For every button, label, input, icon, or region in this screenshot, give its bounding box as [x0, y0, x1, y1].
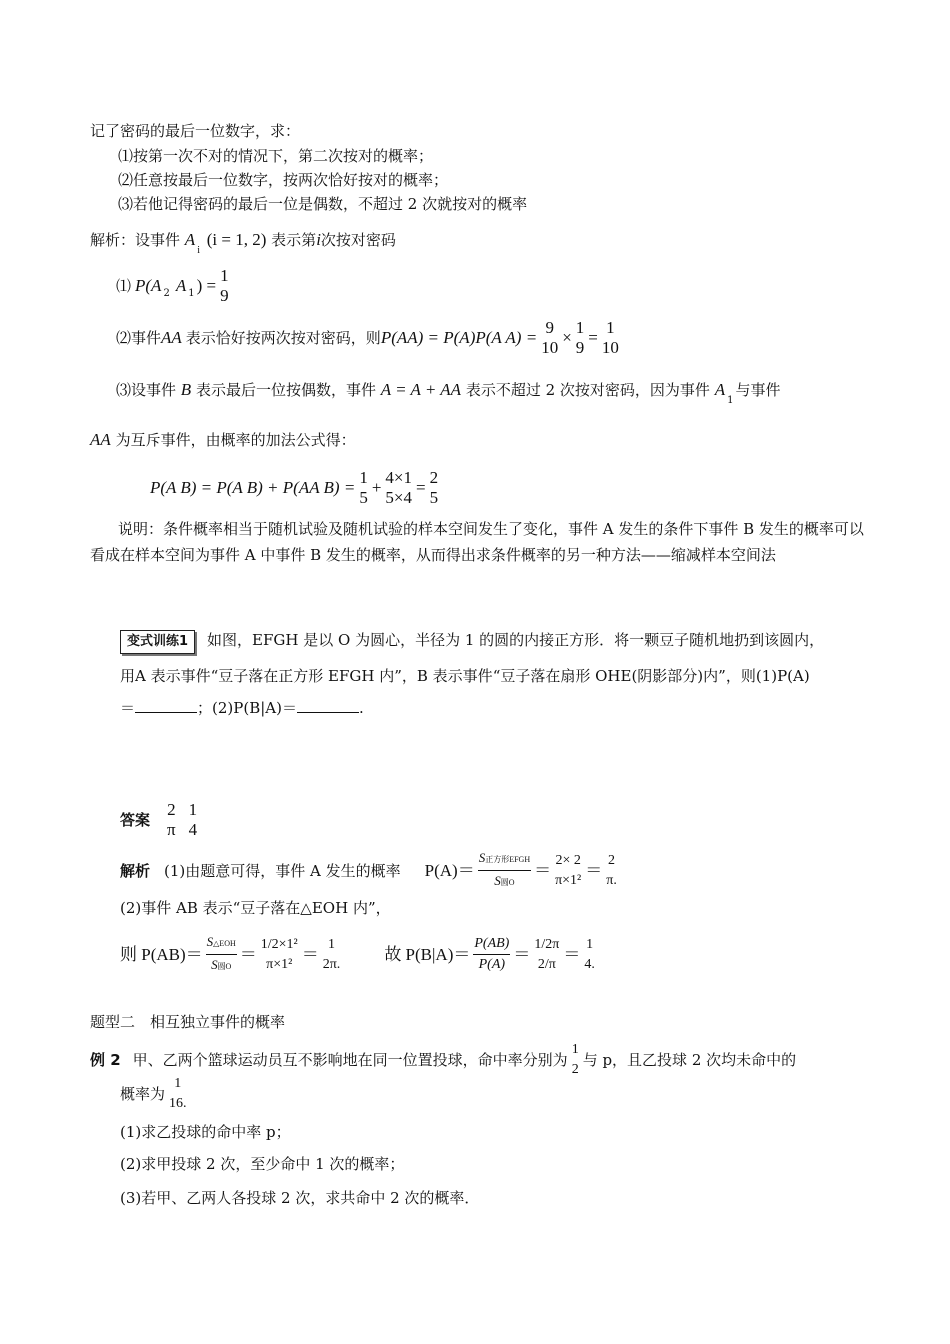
step-1-expr2: A — [175, 276, 187, 295]
step-4-text: 为互斥事件，由概率的加法公式得： — [115, 431, 356, 449]
step-1-expr: P(A — [135, 276, 162, 295]
jiexi-3-frac-2: 1/2×1² π×1² — [260, 936, 298, 972]
step-5 — [150, 468, 442, 508]
step-1: ⑴ P(A 2 A 1 ) = 1 9 — [116, 266, 229, 305]
times-sign: × — [562, 328, 572, 347]
jiexi-3-frac-S: $\frac{\text{S△EOH}}{\text{S圆O}}$ — [206, 934, 236, 972]
step-3-A1: A — [714, 380, 726, 399]
equals-sign: ＝ — [563, 944, 581, 964]
step-5-frac-1: 1 5 — [359, 468, 368, 507]
step-2-label: ⑵事件 — [116, 329, 162, 347]
step-3-label: ⑶设事件 — [116, 381, 177, 399]
question-3: ⑶若他记得密码的最后一位是偶数，不超过 2 次就按对的概率 — [118, 195, 528, 213]
answer-blank-2 — [297, 698, 359, 713]
jiexi-2-label: 解析 — [120, 861, 151, 880]
jiexi-tail: 表示第 — [271, 231, 317, 249]
step-2-frac-3: 1 10 — [601, 318, 619, 357]
step-1-close: ) = — [196, 276, 217, 295]
jiexi-end: 次按对密码 — [320, 231, 396, 249]
step-2-expr: P(AA) = P(A)P(A A) = — [380, 328, 538, 347]
jiexi-3-gu: 故 P(B|A)＝ — [384, 944, 471, 964]
equals-sign: = — [588, 328, 598, 347]
answer-label: 答案 — [120, 811, 151, 829]
jiexi-sub-i: i — [197, 245, 200, 256]
jiexi-2-frac-3: 2 π. — [606, 852, 617, 888]
step-5-expr: P(A B) = P(A B) + P(AA B) = — [150, 478, 356, 497]
answer-frac-1: 2 π — [167, 800, 176, 839]
jiexi-2-pa: P(A)＝ — [424, 860, 475, 880]
example-2-frac: 1 16. — [169, 1076, 187, 1111]
bianshi-text-1: 如图，EFGH 是以 O 为圆心，半径为 1 的圆的内接正方形．将一颗豆子随机地扔到该圆内， — [207, 631, 825, 649]
jiexi-2-line-2: (2)事件 AB 表示“豆子落在△EOH 内”， — [120, 899, 391, 917]
step-2-mid: 表示恰好按两次按对密码，则 — [185, 329, 381, 347]
step-1-fraction: 1 9 — [220, 266, 229, 305]
step-2-frac-2: 1 9 — [575, 318, 585, 357]
jiexi-2-frac-2: 2× 2 π×1² — [555, 852, 582, 888]
step-4 — [90, 430, 356, 450]
step-2-frac-1: 9 10 — [541, 318, 559, 357]
step-3-mid: 表示最后一位按偶数，事件 — [195, 381, 376, 399]
bianshi-eq: ＝ — [120, 699, 136, 717]
bianshi-tag: 变式训练1 — [120, 630, 195, 654]
bianshi-dot: . — [358, 699, 364, 717]
step-2-event: AA — [161, 328, 182, 347]
section-title: 题型二 相互独立事件的概率 — [90, 1013, 286, 1031]
jiexi-2-frac-S: $\frac{\text{S正方形EFGH}}{\text{S圆O}}$ — [478, 850, 531, 888]
equals-sign: ＝ — [301, 944, 319, 964]
jiexi-3-frac-6: 1 4. — [584, 936, 595, 972]
example-2-q1: (1)求乙投球的命中率 p； — [120, 1123, 291, 1141]
step-2 — [116, 318, 623, 358]
answer-blank-1 — [135, 698, 197, 713]
step-5-frac-2: 4×1 5×4 — [385, 468, 412, 507]
jiexi-condition: (i = 1, 2) — [206, 230, 267, 249]
example-2-text-2: 与 p，且乙投球 2 次均未命中的 — [582, 1051, 797, 1069]
jiexi-2-line-3 — [120, 932, 599, 977]
bianshi-line-1 — [120, 630, 824, 654]
question-1: ⑴按第一次不对的情况下，第二次按对的概率； — [118, 147, 434, 165]
bianshi-line-3 — [120, 698, 364, 718]
example-2-q3: (3)若甲、乙两人各投球 2 次，求共命中 2 次的概率． — [120, 1189, 480, 1207]
example-2-line-1 — [90, 1040, 796, 1080]
step-5-frac-3: 2 5 — [429, 468, 439, 507]
bianshi-line-2: 用A 表示事件“豆子落在正方形 EFGH 内”，B 表示事件“豆子落在扇形 OHE(阴影部分)内”，则(1)P(A) — [120, 667, 810, 685]
jiexi-3-frac-3: 1 2π. — [322, 936, 341, 972]
equals-sign: ＝ — [534, 860, 552, 880]
equals-sign: ＝ — [239, 944, 257, 964]
jiexi-3-frac-4: $\frac{P(AB)}{P(A)}$ — [474, 936, 510, 972]
step-3-event-B: B — [180, 380, 192, 399]
jiexi-2-text-1: (1)由题意可得，事件 A 发生的概率 — [164, 861, 401, 880]
jiexi-3-frac-5: 1/2π 2/π — [534, 936, 560, 972]
example-2-line-2 — [120, 1074, 191, 1114]
example-2-text-3: 概率为 — [120, 1085, 166, 1103]
jiexi-label: 解析：设事件 — [90, 231, 181, 249]
example-2-half: 1 2 — [571, 1042, 579, 1077]
example-2-q2: (2)求甲投球 2 次，至少命中 1 次的概率； — [120, 1155, 405, 1173]
jiexi-2-line-1 — [120, 848, 621, 893]
equals-sign: ＝ — [513, 944, 531, 964]
jiexi-line — [90, 230, 396, 256]
jiexi-event-A: A — [184, 230, 196, 249]
question-2: ⑵任意按最后一位数字，按两次恰好按对的概率； — [118, 171, 449, 189]
example-2-text-1: 甲、乙两个篮球运动员互不影响地在同一位置投球，命中率分别为 — [132, 1051, 568, 1069]
example-2-label: 例 2 — [90, 1051, 121, 1069]
plus-sign: + — [371, 478, 382, 497]
answer-line — [120, 800, 201, 840]
step-3: ⑶设事件 B 表示最后一位按偶数，事件 A = A + AA 表示不超过 2 次按对密码，因为事件 $A_1$与事件 — [116, 380, 781, 406]
equals-sign: = — [416, 478, 426, 497]
jiexi-i: i — [316, 230, 321, 249]
step-3-tail: 表示不超过 2 次按对密码，因为事件 — [465, 381, 710, 399]
bianshi-pba: ；(2)P(B|A)＝ — [197, 699, 297, 717]
step-4-event: AA — [90, 430, 111, 449]
intro-text: 记了密码的最后一位数字，求： — [90, 122, 301, 140]
step-3-end: 与事件 — [735, 381, 781, 399]
step-3-expr: A = A + AA — [380, 380, 462, 399]
jiexi-3-ze: 则 P(AB)＝ — [120, 944, 203, 964]
step-1-label: ⑴ — [116, 277, 132, 295]
shuoming-paragraph: 说明：条件概率相当于随机试验及随机试验的样本空间发生了变化，事件 A 发生的条件下事件 B 发生的概率可以看成在样本空间为事件 A 中事件 B 发生的概率，从而得出求条件概率的另一种方法——缩减样本空间法 — [90, 520, 864, 564]
answer-frac-2: 1 4 — [188, 800, 198, 839]
equals-sign: ＝ — [585, 860, 603, 880]
